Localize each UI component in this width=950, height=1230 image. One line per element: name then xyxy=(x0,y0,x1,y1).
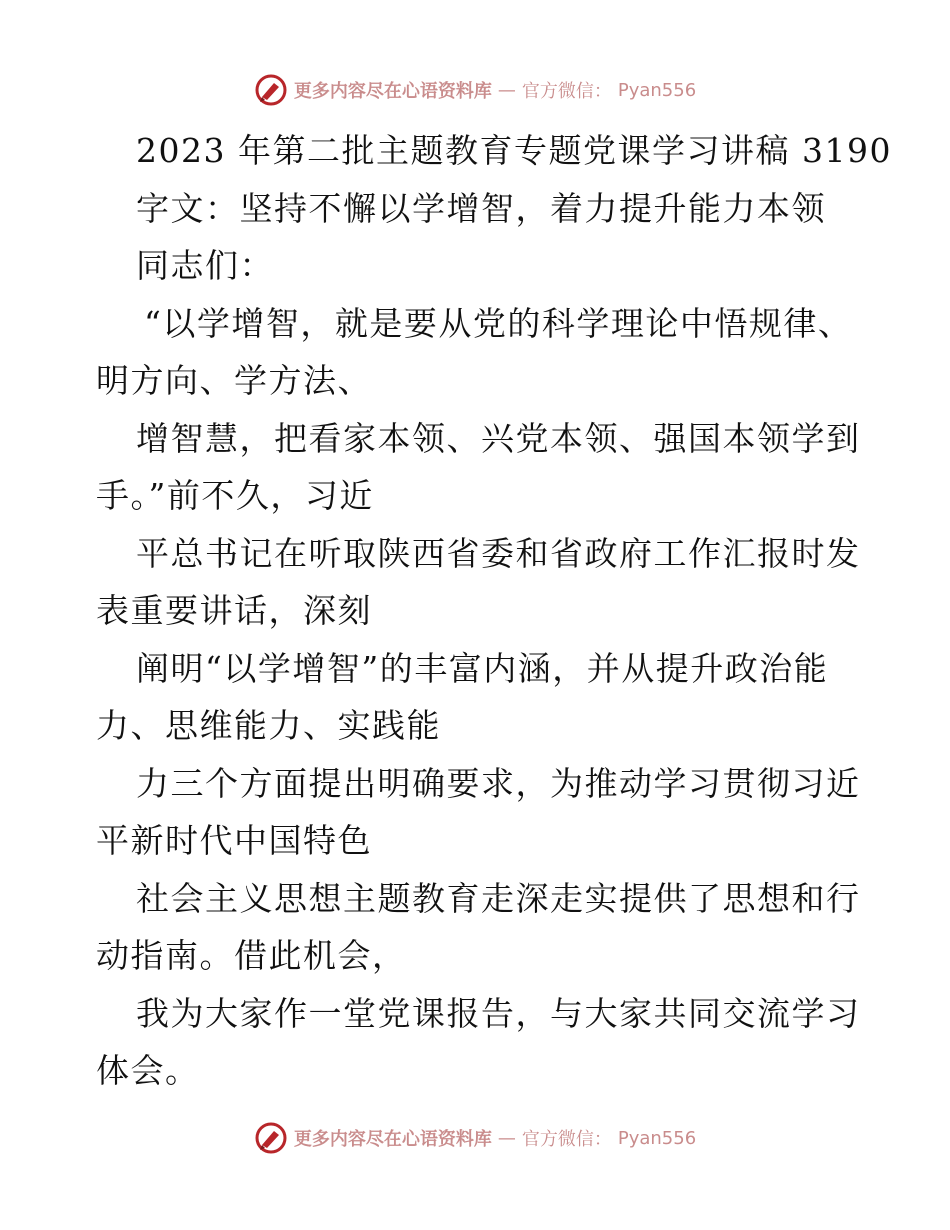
doc-line: 阐明“以学增智”的丰富内涵，并从提升政治能 xyxy=(136,648,829,688)
doc-line: “以学增智，就是要从党的科学理论中悟规律、 xyxy=(144,303,853,343)
watermark-banner-bottom xyxy=(0,1118,950,1158)
doc-line: 体会。 xyxy=(96,1051,200,1090)
doc-line: 平新时代中国特色 xyxy=(96,821,372,860)
watermark-main-text: 更多内容尽在心语资料库 xyxy=(293,1129,492,1150)
watermark-banner-top xyxy=(0,70,950,110)
doc-line: 同志们： xyxy=(136,246,274,285)
doc-line: 平总书记在听取陕西省委和省政府工作汇报时发 xyxy=(136,533,861,573)
watermark-dash: — xyxy=(497,79,516,101)
watermark-label: 官方微信： xyxy=(521,1129,612,1150)
doc-line: 社会主义思想主题教育走深走实提供了思想和行 xyxy=(136,878,861,918)
doc-line: 力三个方面提出明确要求，为推动学习贯彻习近 xyxy=(136,763,861,803)
pen-logo-icon xyxy=(254,73,288,107)
doc-line: 明方向、学方法、 xyxy=(96,361,372,400)
watermark-dash: — xyxy=(497,1127,516,1149)
doc-line: 手。”前不久，习近 xyxy=(96,476,374,515)
watermark-main-text: 更多内容尽在心语资料库 xyxy=(293,81,492,102)
doc-line: 表重要讲话，深刻 xyxy=(96,591,372,630)
document-body xyxy=(96,122,892,1100)
doc-line: 增智慧，把看家本领、兴党本领、强国本领学到 xyxy=(136,418,861,458)
watermark-account: Pyan556 xyxy=(617,79,697,101)
pen-logo-icon xyxy=(254,1121,288,1155)
doc-line: 动指南。借此机会， xyxy=(96,936,407,975)
doc-line: 2023 年第二批主题教育专题党课学习讲稿 3190 xyxy=(136,131,892,170)
watermark-account: Pyan556 xyxy=(617,1127,697,1149)
doc-line: 我为大家作一堂党课报告，与大家共同交流学习 xyxy=(136,993,861,1033)
doc-line: 力、思维能力、实践能 xyxy=(96,706,441,745)
doc-line: 字文：坚持不懈以学增智，着力提升能力本领 xyxy=(136,188,826,228)
watermark-label: 官方微信： xyxy=(521,81,612,102)
